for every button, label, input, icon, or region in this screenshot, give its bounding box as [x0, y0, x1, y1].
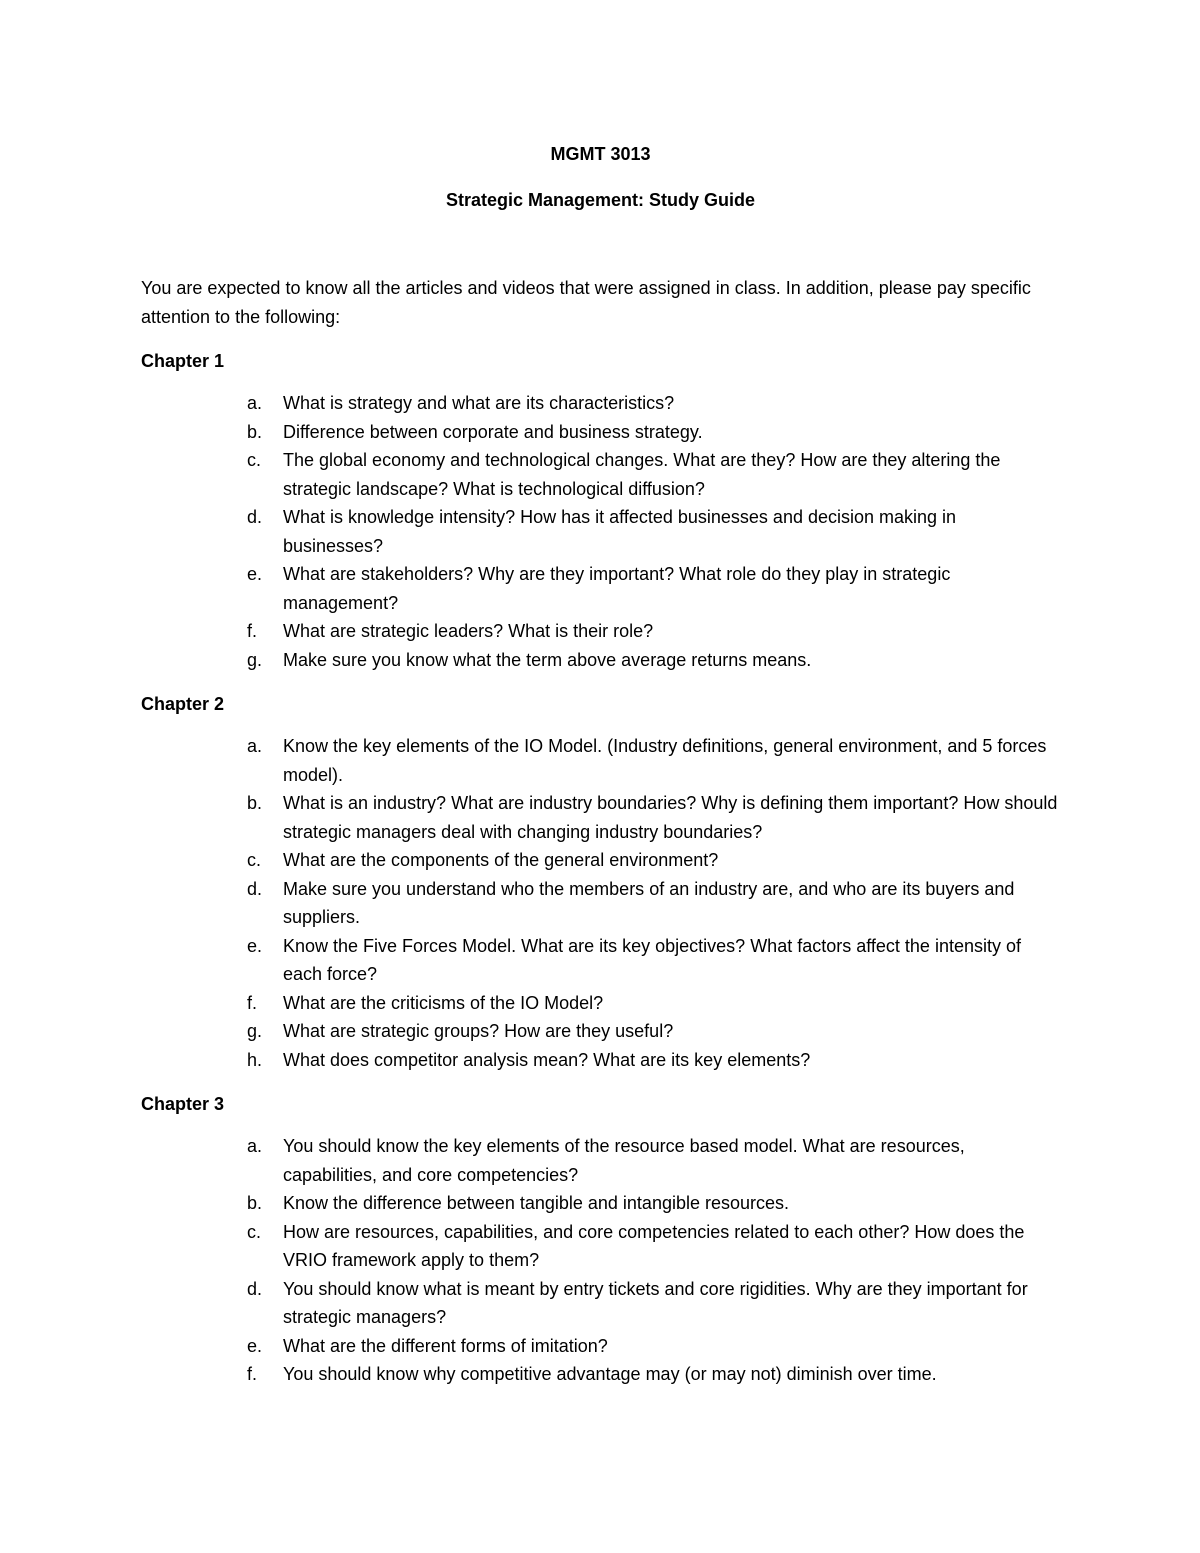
list-item: [141, 875, 1060, 932]
list-item-text: The global economy and technological changes. What are they? How are they altering the strategic landscape? What is technological diffusion?: [283, 450, 1001, 499]
list-item: [141, 989, 1060, 1018]
list-item-text: Make sure you know what the term above average returns means.: [283, 649, 812, 670]
list-item-text: What is strategy and what are its characteristics?: [283, 393, 675, 413]
list-item-text: What is knowledge intensity? How has it affected businesses and decision making in businesses?: [283, 507, 957, 556]
list-marker: f.: [247, 1364, 258, 1384]
list-item-text: Know the key elements of the IO Model. (Industry definitions, general environment, and 5 forces model).: [283, 736, 1047, 785]
list-item-text: You should know the key elements of the resource based model. What are resources, capabilities, and core competencies?: [283, 1136, 965, 1185]
intro-paragraph: You are expected to know all the articles and videos that were assigned in class. In addition, please pay specific attention to the following:: [141, 278, 1031, 327]
list-marker: b.: [247, 793, 263, 813]
list-marker: b.: [247, 421, 263, 442]
list-marker: f.: [247, 621, 258, 641]
list-item: [141, 1189, 1060, 1218]
list-marker: d.: [247, 1278, 263, 1299]
list-item-text: Make sure you understand who the members of an industry are, and who are its buyers and suppliers.: [283, 878, 1015, 927]
list-marker: e.: [247, 564, 263, 584]
list-item-text: Difference between corporate and business strategy.: [283, 421, 703, 442]
list-item-text: You should know what is meant by entry tickets and core rigidities. Why are they important for strategic managers?: [283, 1278, 1028, 1327]
chapter-heading: Chapter 1: [141, 351, 225, 371]
chapter-3-section: [141, 1090, 1060, 1389]
list-item-text: What are strategic leaders? What is their role?: [283, 621, 654, 641]
list-item: [141, 1046, 1060, 1075]
list-item: [141, 646, 1060, 675]
list-item: [141, 446, 1060, 503]
list-item: [141, 932, 1060, 989]
list-item: [141, 846, 1060, 875]
list-marker: h.: [247, 1049, 263, 1070]
chapter-question-list: [141, 389, 1060, 674]
list-item-text: What are the criticisms of the IO Model?: [283, 992, 604, 1013]
list-item-text: What is an industry? What are industry boundaries? Why is defining them important? How should strategic managers deal with changing industry boundaries?: [283, 793, 1058, 842]
list-item-text: You should know why competitive advantage may (or may not) diminish over time.: [283, 1364, 937, 1384]
document-subtitle: Strategic Management: Study Guide: [445, 190, 756, 210]
list-marker: a.: [247, 393, 263, 413]
list-marker: b.: [247, 1193, 263, 1213]
list-item: [141, 1332, 1060, 1361]
list-item: [141, 418, 1060, 447]
list-item-text: Know the difference between tangible and intangible resources.: [283, 1193, 790, 1213]
list-marker: d.: [247, 878, 263, 899]
document-title: MGMT 3013: [550, 144, 651, 164]
chapter-heading: Chapter 3: [141, 1094, 225, 1114]
list-item: [141, 389, 1060, 418]
list-marker: f.: [247, 992, 258, 1013]
list-marker: e.: [247, 1335, 263, 1356]
chapter-question-list: [141, 1132, 1060, 1389]
list-item: [141, 732, 1060, 789]
list-marker: g.: [247, 649, 263, 670]
list-item-text: Know the Five Forces Model. What are its key objectives? What factors affect the intensity of each force?: [283, 935, 1021, 984]
list-marker: a.: [247, 736, 263, 756]
list-item-text: What does competitor analysis mean? What are its key elements?: [283, 1049, 811, 1070]
list-marker: c.: [247, 450, 262, 470]
list-item: [141, 503, 1060, 560]
list-item-text: What are strategic groups? How are they useful?: [283, 1021, 674, 1041]
list-item: [141, 1275, 1060, 1332]
list-marker: e.: [247, 935, 263, 956]
list-item-text: How are resources, capabilities, and core competencies related to each other? How does the VRIO framework apply to them?: [283, 1221, 1025, 1270]
list-item: [141, 1132, 1060, 1189]
chapter-2-section: [141, 690, 1060, 1074]
chapter-1-section: [141, 347, 1060, 674]
list-item: [141, 617, 1060, 646]
list-marker: a.: [247, 1136, 263, 1156]
list-item: [141, 789, 1060, 846]
list-item: [141, 1017, 1060, 1046]
chapter-question-list: [141, 732, 1060, 1074]
chapter-heading: Chapter 2: [141, 694, 225, 714]
list-item-text: What are the different forms of imitation?: [283, 1335, 608, 1356]
list-item-text: What are stakeholders? Why are they important? What role do they play in strategic management?: [283, 564, 951, 613]
list-item: [141, 560, 1060, 617]
list-item: [141, 1360, 1060, 1389]
list-marker: c.: [247, 850, 262, 870]
list-item: [141, 1218, 1060, 1275]
list-item-text: What are the components of the general environment?: [283, 850, 719, 870]
list-marker: d.: [247, 507, 263, 527]
list-marker: g.: [247, 1021, 263, 1041]
list-marker: c.: [247, 1221, 262, 1242]
